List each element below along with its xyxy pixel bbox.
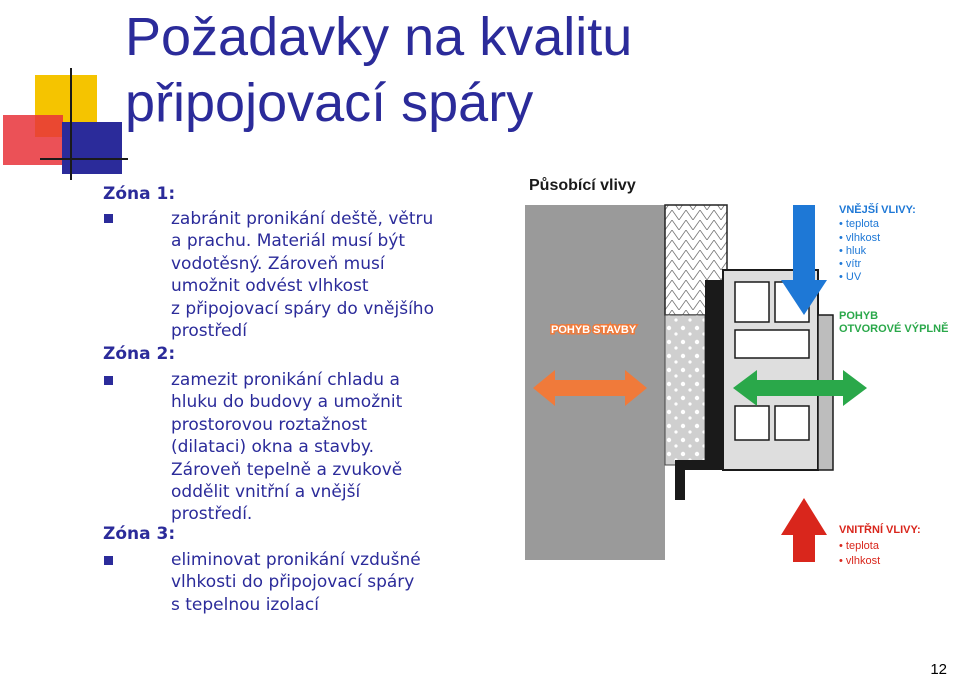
outer-item: • teplota <box>839 218 879 230</box>
inner-item: • vlhkost <box>839 555 881 567</box>
page-number: 12 <box>930 661 947 678</box>
outer-item: • vítr <box>839 258 862 270</box>
window-joint-diagram <box>525 170 960 570</box>
fill-motion-label-2: OTVOROVÉ VÝPLNĚ <box>839 323 949 335</box>
title-line-1: Požadavky na kvalitu <box>125 7 633 67</box>
figure-heading: Působící vlivy <box>529 177 636 194</box>
zone-1-label: Zóna 1: <box>103 184 176 204</box>
zone-2-label: Zóna 2: <box>103 344 176 364</box>
inner-influence-arrow <box>781 498 827 562</box>
zone-3-label: Zóna 3: <box>103 524 176 544</box>
building-motion-label: POHYB STAVBY <box>551 324 637 336</box>
zone-1-text: zabránit pronikání deště, větru a prachu. Materiál musí být vodotěsný. Zároveň musí umožnit odvést vlhkost z připojovací spáry do vnějšího prostředí <box>171 209 434 342</box>
concrete-section <box>665 315 705 465</box>
outer-item: • hluk <box>839 245 867 257</box>
inner-item: • teplota <box>839 540 879 552</box>
zone-3-text: eliminovat pronikání vzdušné vlhkosti do připojovací spáry s tepelnou izolací <box>171 550 421 615</box>
slide-title <box>125 4 945 136</box>
fill-motion-label-1: POHYB <box>839 310 879 322</box>
bullet-icon <box>104 376 113 385</box>
outer-influences-title: VNĚJŠÍ VLIVY: <box>839 204 916 216</box>
outer-item: • UV <box>839 271 862 283</box>
zone-2-text: zamezit pronikání chladu a hluku do budovy a umožnit prostorovou roztažnost (dilataci) okna a stavby. Zároveň tepelně a zvukově oddělit vnitřní a vnější prostředí. <box>171 370 403 525</box>
bullet-icon <box>104 556 113 565</box>
decor-line-vertical <box>70 68 72 180</box>
title-line-2: připojovací spáry <box>125 73 534 133</box>
decor-line-horizontal <box>40 158 128 160</box>
bullet-icon <box>104 214 113 223</box>
outer-item: • vlhkost <box>839 232 881 244</box>
inner-influences-title: VNITŘNÍ VLIVY: <box>839 524 921 536</box>
